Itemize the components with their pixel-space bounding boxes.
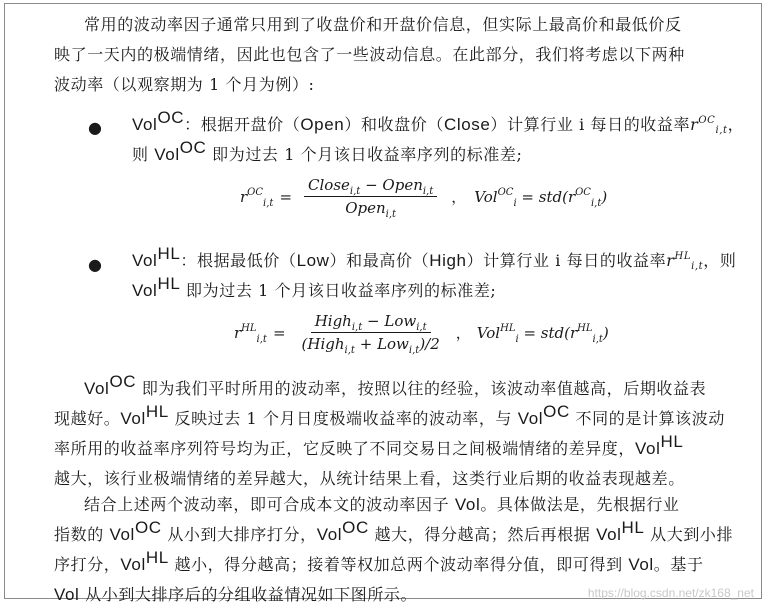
intro-line-3: 波动率（以观察期为 1 个月为例）:: [54, 70, 744, 100]
formula-oc-fraction: $\frac{Close_{i,t} - Open_{i,t}}{Open_{i,t}}$: [304, 176, 437, 217]
bullet-hl-text: Vol$^{HL}$：根据最低价（Low）和最高价（High）计算行业 i 每日的收益率$r^{HL}_{i,t}$，则 Vol$^{HL}$ 即为过去 1 个月该日收益率序列的标准差;: [132, 246, 744, 306]
bullet-oc-text: Vol$^{OC}$：根据开盘价（Open）和收盘价（Close）计算行业 i 每日的收益率$r^{OC}_{i,t}$， 则 Vol$^{OC}$ 即为过去 1 个月该日收益率序列的标准差;: [132, 110, 744, 170]
formula-hl: $r^{HL}_{i,t}$ = $\frac{High_{i,t} - Low_{i,t}}{(High_{i,t} + Low_{i,t})/2}$ ， $Vol^{HL}_i = std(r^{HL}_{i,t})$: [234, 312, 609, 353]
bullet-oc-marker: ●: [88, 118, 102, 137]
bullet-hl-marker: ●: [88, 255, 102, 274]
formula-oc: $r^{OC}_{i,t}$ = $\frac{Close_{i,t} - Open_{i,t}}{Open_{i,t}}$ ， $Vol^{OC}_i = std(r^{OC}_{i,t})$: [240, 176, 607, 217]
intro-line-2: 映了一天内的极端情绪，因此也包含了一些波动信息。在此部分，我们将考虑以下两种: [54, 40, 744, 70]
formula-hl-lhs: $r^{HL}_{i,t}$: [234, 324, 267, 342]
return-symbol-hl: $r^{HL}_{i,t}$: [666, 251, 703, 270]
explanation-paragraph: Vol$^{OC}$ 即为我们平时所用的波动率，按照以往的经验，该波动率值越高，后期收益表 现越好。Vol$^{HL}$ 反映过去 1 个月日度极端收益率的波动率，与 Vol$^{OC}$ 不同的是计算该波动 率所用的收益率序列符号均为正，它反映了不同交易日之间极端情绪的差异度，Vol$^{HL}$ 越大，该行业极端情绪的差异越大，从统计结果上看，这类行业后期的收益表现越差。: [54, 374, 744, 494]
method-paragraph: 结合上述两个波动率，即可合成本文的波动率因子 Vol。具体做法是，先根据行业 指数的 Vol$^{OC}$ 从小到大排序打分，Vol$^{OC}$ 越大，得分越高；然后再根据 Vol$^{HL}$ 从大到小排 序打分，Vol$^{HL}$ 越小，得分越高；接着等权加总两个波动率得分值，即可得到 Vol。基于 Vol 从小到大排序后的分组收益情况如下图所示。: [54, 490, 744, 610]
formula-hl-fraction: $\frac{High_{i,t} - Low_{i,t}}{(High_{i,t} + Low_{i,t})/2}$: [298, 312, 444, 353]
return-symbol-oc: $r^{OC}_{i,t}$: [690, 115, 728, 134]
formula-oc-vol: $Vol^{OC}_i = std(r^{OC}_{i,t})$: [474, 188, 607, 206]
intro-paragraph: [54, 10, 744, 100]
formula-hl-vol: $Vol^{HL}_i = std(r^{HL}_{i,t})$: [477, 324, 609, 342]
watermark-url: https://blog.csdn.net/zk168_net: [588, 586, 754, 600]
formula-oc-lhs: $r^{OC}_{i,t}$: [240, 188, 273, 206]
intro-line-1: 常用的波动率因子通常只用到了收盘价和开盘价信息，但实际上最高价和最低价反: [54, 10, 744, 40]
